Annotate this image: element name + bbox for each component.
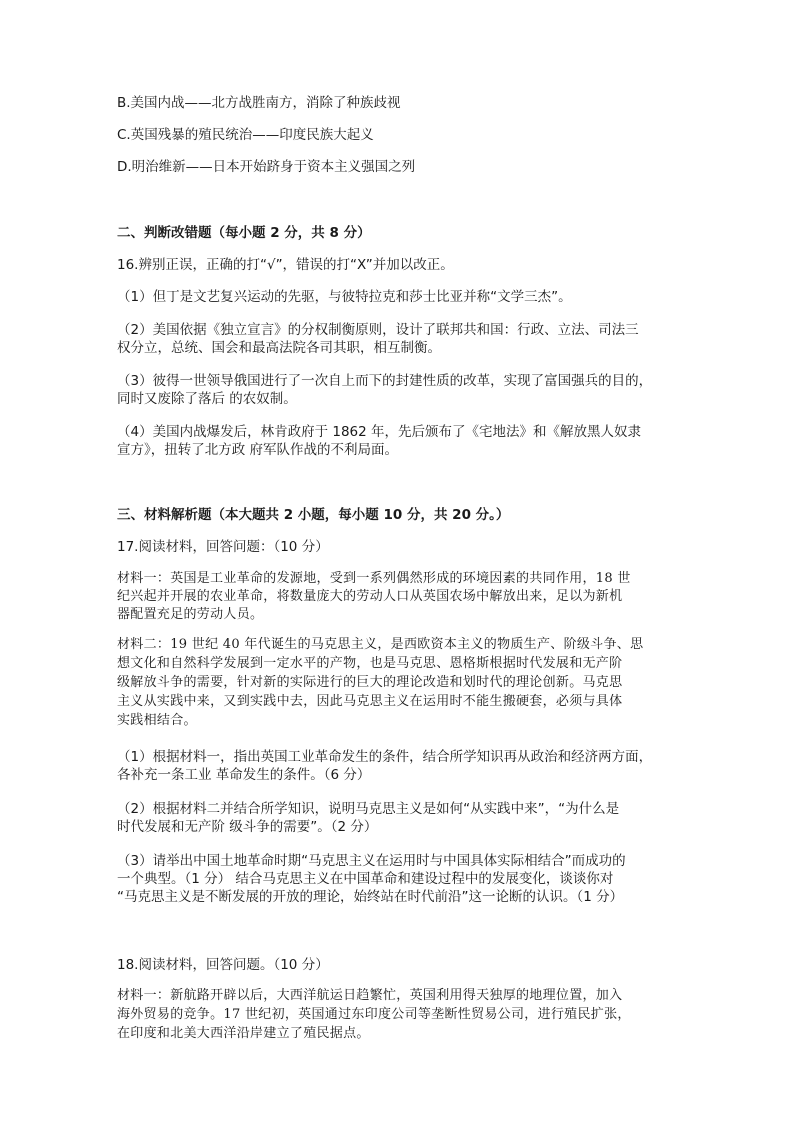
q17-question-3-line-3: “马克思主义是不断发展的开放的理论，始终站在时代前沿”这一论断的认识。（1 分） [117, 889, 624, 905]
q17-question-2-line-2: 时代发展和无产阶 级斗争的需要”。（2 分） [117, 819, 378, 835]
section2-heading: 二、判断改错题（每小题 2 分，共 8 分） [117, 225, 371, 241]
q17-material2-line-5: 实践相结合。 [117, 713, 197, 728]
q18-material1-line-2: 海外贸易的竞争。17 世纪初，英国通过东印度公司等垄断性贸易公司，进行殖民扩张， [117, 1007, 631, 1022]
option-d: D.明治维新——日本开始跻身于资本主义强国之列 [117, 159, 416, 175]
q17-material2-line-1: 材料二：19 世纪 40 年代诞生的马克思主义，是西欧资本主义的物质生产、阶级斗争、思 [117, 637, 644, 652]
q17-material2-line-3: 级解放斗争的需要，针对新的实际进行的巨大的理论改造和划时代的理论创新。马克思 [117, 675, 623, 690]
option-c: C.英国残暴的殖民统治——印度民族大起义 [117, 127, 374, 143]
q16-item-2-line-1: （2）美国依据《独立宣言》的分权制衡原则，设计了联邦共和国：行政、立法、司法三 [117, 322, 639, 338]
q18-material1-line-3: 在印度和北美大西洋沿岸建立了殖民据点。 [117, 1026, 370, 1041]
section3-heading: 三、材料解析题（本大题共 2 小题，每小题 10 分，共 20 分。） [117, 507, 510, 523]
q16-item-3-line-2: 同时又废除了落后 的农奴制。 [117, 391, 297, 407]
q16-item-4-line-1: （4）美国内战爆发后，林肯政府于 1862 年，先后颁布了《宅地法》和《解放黑人奴隶 [117, 424, 642, 440]
q16-stem: 16.辨别正误，正确的打“√”，错误的打“X”并加以改正。 [117, 257, 454, 273]
q17-material2-line-2: 想文化和自然科学发展到一定水平的产物，也是马克思、恩格斯根据时代发展和无产阶 [117, 656, 623, 671]
q17-question-1-line-2: 各补充一条工业 革命发生的条件。（6 分） [117, 767, 371, 783]
q16-item-1: （1）但丁是文艺复兴运动的先驱，与彼特拉克和莎士比亚并称“文学三杰”。 [117, 289, 572, 305]
q17-material1-line-1: 材料一：英国是工业革命的发源地，受到一系列偶然形成的环境因素的共同作用，18 世 [117, 571, 631, 586]
q17-question-3-line-1: （3）请举出中国土地革命时期“马克思主义在运用时与中国具体实际相结合”而成功的 [117, 853, 626, 869]
q17-material1-line-3: 器配置充足的劳动人员。 [117, 607, 264, 622]
q17-stem: 17.阅读材料，回答问题：（10 分） [117, 539, 329, 555]
q17-question-3-line-2: 一个典型。（1 分） 结合马克思主义在中国革命和建设过程中的发展变化，谈谈你对 [117, 871, 614, 887]
q17-question-2-line-1: （2）根据材料二并结合所学知识，说明马克思主义是如何“从实践中来”，“为什么是 [117, 801, 620, 817]
q17-question-1-line-1: （1）根据材料一，指出英国工业革命发生的条件，结合所学知识再从政治和经济两方面， [117, 749, 653, 765]
q17-material2-line-4: 主义从实践中来，又到实践中去，因此马克思主义在运用时不能生搬硬套，必须与具体 [117, 694, 623, 709]
q16-item-3-line-1: （3）彼得一世领导俄国进行了一次自上而下的封建性质的改革，实现了富国强兵的目的， [117, 373, 653, 389]
q18-material1-line-1: 材料一：新航路开辟以后，大西洋航运日趋繁忙，英国利用得天独厚的地理位置，加入 [117, 988, 623, 1003]
q18-stem: 18.阅读材料，回答问题。（10 分） [117, 957, 329, 973]
q16-item-4-line-2: 宣方》，扭转了北方政 府军队作战的不利局面。 [117, 442, 399, 458]
option-b: B.美国内战——北方战胜南方，消除了种族歧视 [117, 95, 401, 111]
q16-item-2-line-2: 权分立，总统、国会和最高法院各司其职，相互制衡。 [117, 340, 441, 356]
q17-material1-line-2: 纪兴起并开展的农业革命，将数量庞大的劳动人口从英国农场中解放出来，足以为新机 [117, 589, 623, 604]
